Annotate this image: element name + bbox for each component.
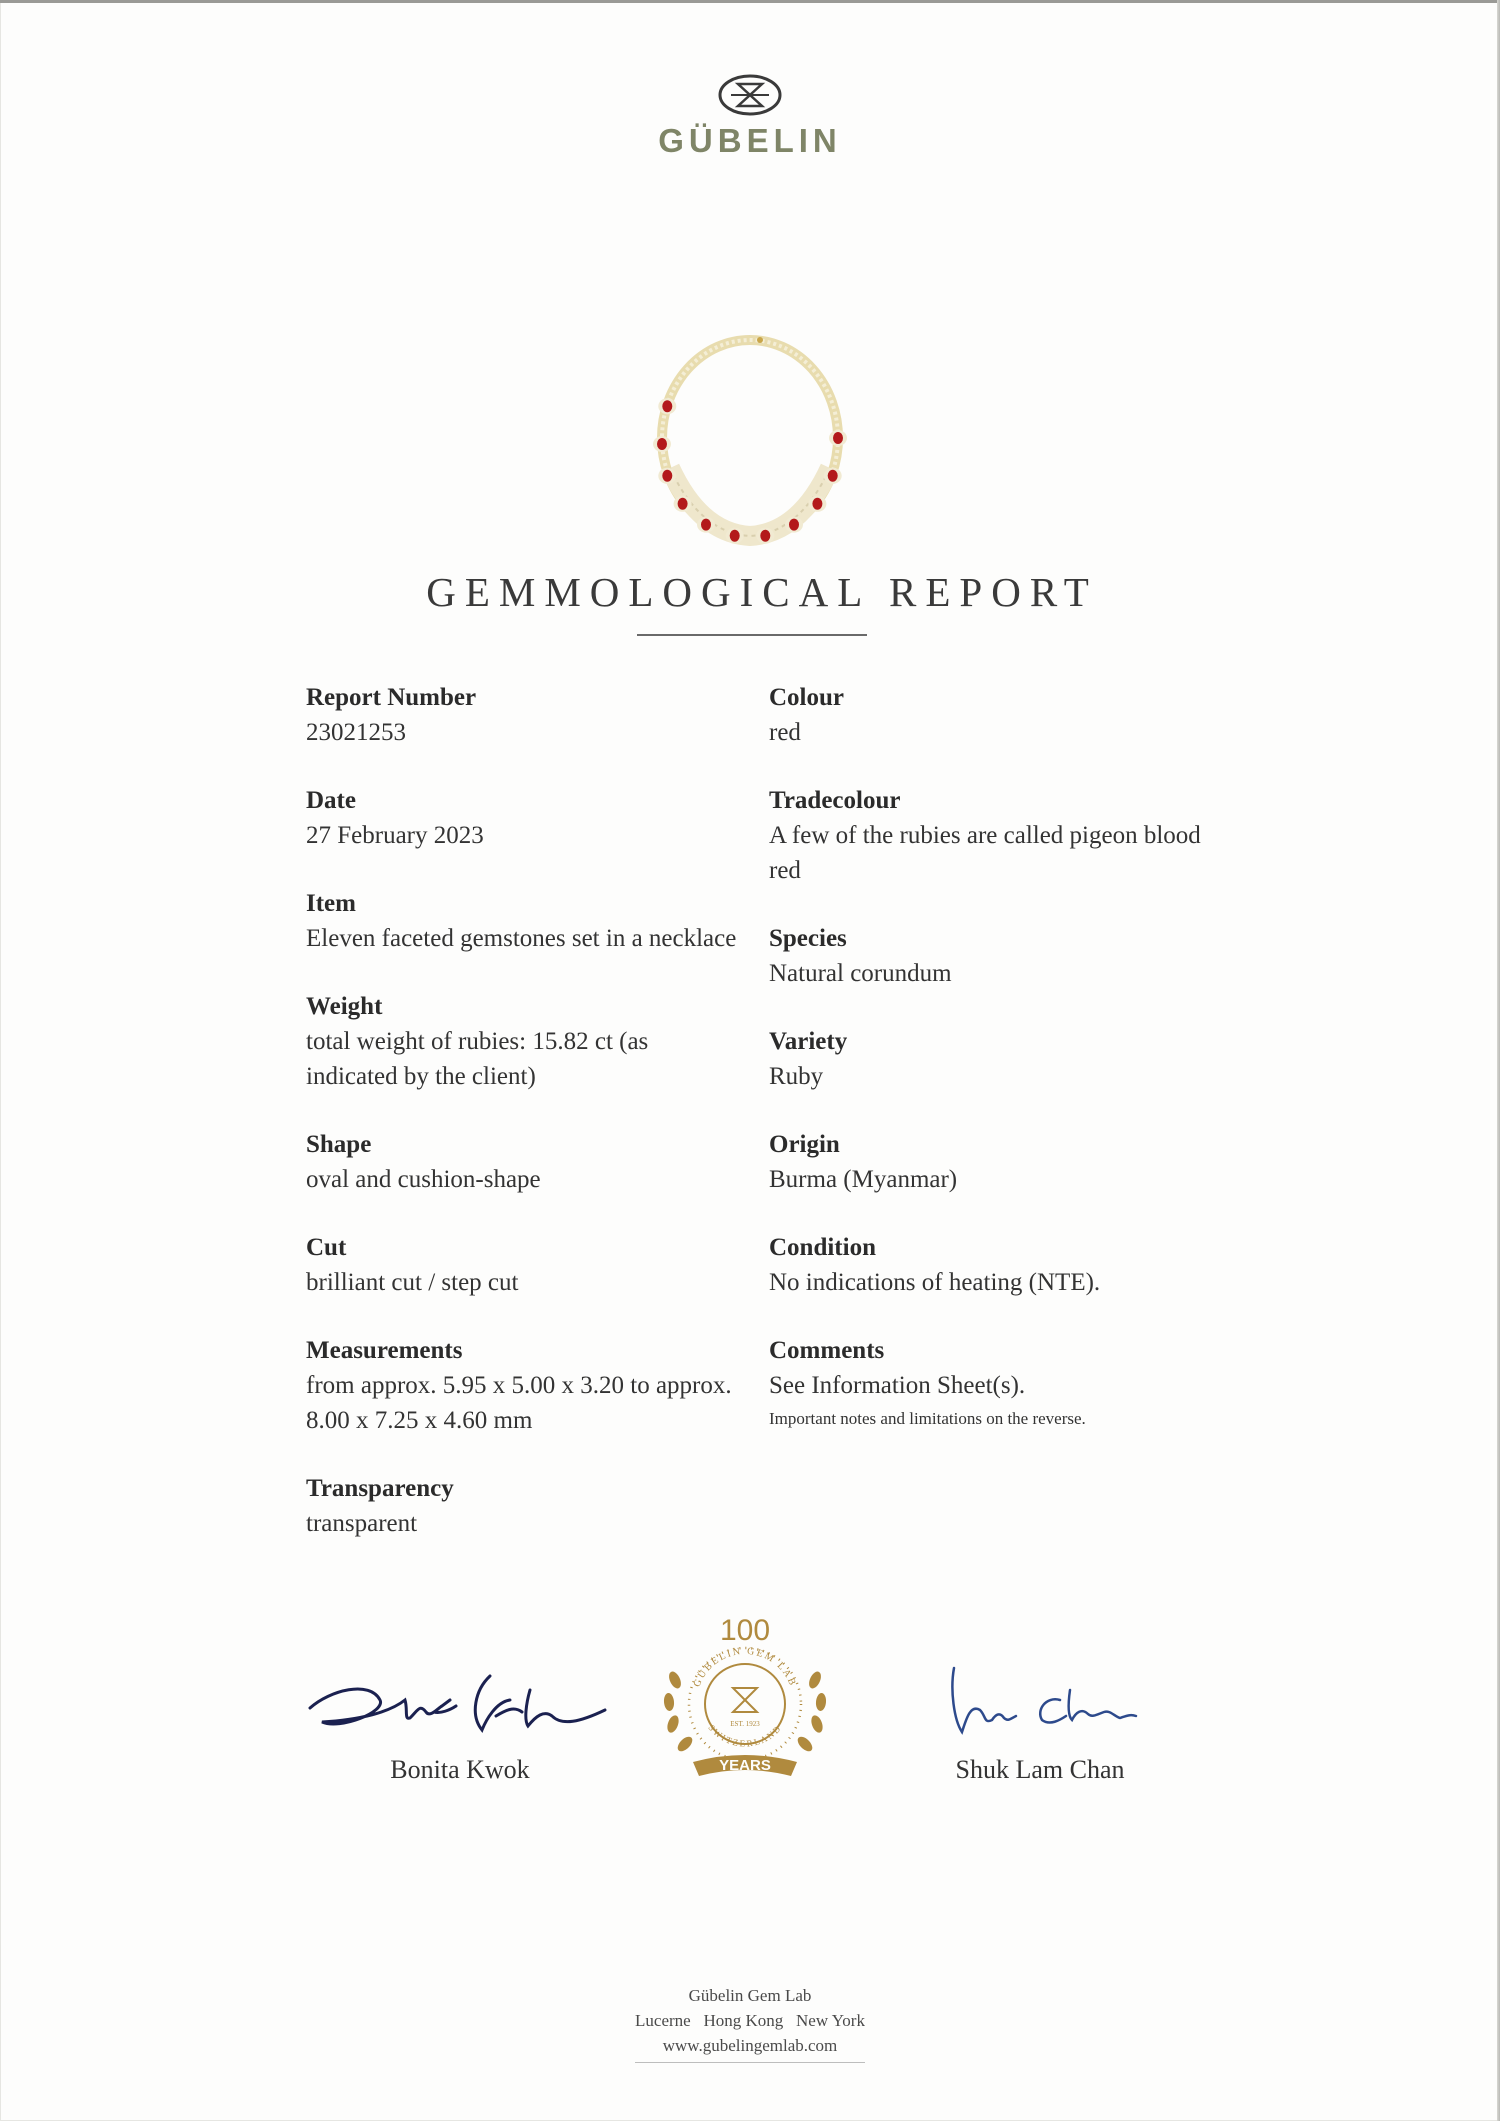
signer-name: Bonita Kwok [390, 1755, 530, 1784]
field-label: Measurements [306, 1337, 463, 1364]
field-label: Cut [306, 1234, 347, 1261]
field-tradecolour [769, 783, 1209, 888]
field-value: oval and cushion-shape [306, 1166, 541, 1193]
footer-company: Gübelin Gem Lab [688, 1986, 812, 2005]
field-label: Item [306, 890, 356, 917]
seal-number: 100 [719, 1614, 771, 1647]
field-variety [769, 1024, 1209, 1094]
field-transparency [306, 1471, 746, 1541]
field-colour [769, 680, 1209, 750]
field-value: from approx. 5.95 x 5.00 x 3.20 to approx. 8.00 x 7.25 x 4.60 mm [306, 1372, 732, 1434]
ruby-stone [701, 519, 711, 531]
field-label: Comments [769, 1337, 885, 1364]
field-item [306, 886, 746, 956]
field-label: Condition [769, 1234, 876, 1261]
field-value: Ruby [769, 1063, 824, 1090]
signature-shuk-lam-chan [900, 1660, 1180, 1748]
scan-top-edge [0, 0, 1500, 3]
ruby-stone [789, 519, 799, 531]
field-origin [769, 1127, 1209, 1197]
field-value: 23021253 [306, 719, 406, 746]
field-value: red [769, 719, 801, 746]
ruby-stone [657, 438, 667, 450]
field-value: No indications of heating (NTE). [769, 1269, 1101, 1296]
field-comments [769, 1333, 1209, 1429]
ruby-stone [662, 400, 672, 412]
seal-ring-text-bottom: SWITZERLAND [706, 1722, 784, 1749]
ruby-stone [828, 470, 838, 482]
signer-name: Shuk Lam Chan [955, 1755, 1125, 1784]
field-shape [306, 1127, 746, 1197]
right-column [769, 680, 1209, 1462]
brand-name: GÜBELIN [658, 122, 842, 159]
ruby-stone [662, 470, 672, 482]
field-value: Burma (Myanmar) [769, 1166, 958, 1193]
left-column [306, 680, 746, 1574]
brand-logo [600, 72, 900, 160]
footer-divider [635, 2062, 865, 2063]
report-title: GEMMOLOGICAL REPORT [426, 569, 1098, 615]
seal-ring-text: GÜBELIN GEM LAB [691, 1645, 799, 1689]
field-value: 27 February 2023 [306, 822, 484, 849]
field-condition [769, 1230, 1209, 1300]
field-value: total weight of rubies: 15.82 ct (as indicated by the client) [306, 1028, 649, 1090]
field-value: See Information Sheet(s). [769, 1372, 1026, 1399]
necklace-photo [640, 318, 860, 568]
field-cut [306, 1230, 746, 1300]
hourglass-logo-icon [717, 72, 783, 118]
field-label: Colour [769, 684, 844, 711]
ruby-stone [833, 432, 843, 444]
footer-locations: Lucerne Hong Kong New York [635, 2011, 865, 2030]
field-value: brilliant cut / step cut [306, 1269, 519, 1296]
field-date [306, 783, 746, 853]
footer [0, 1983, 1500, 2063]
field-label: Species [769, 925, 847, 952]
field-weight [306, 989, 746, 1094]
footer-website[interactable]: www.gubelingemlab.com [662, 2036, 838, 2055]
field-value: transparent [306, 1510, 418, 1537]
field-label: Weight [306, 993, 383, 1020]
field-report-number [306, 680, 746, 750]
seal-banner: YEARS [719, 1757, 771, 1774]
ruby-stone [812, 498, 822, 510]
field-value: Eleven faceted gemstones set in a necklace [306, 925, 737, 952]
field-value: A few of the rubies are called pigeon blood red [769, 822, 1201, 884]
field-label: Report Number [306, 684, 477, 711]
field-species [769, 921, 1209, 991]
field-label: Transparency [306, 1475, 454, 1502]
title-divider [637, 634, 867, 636]
field-label: Shape [306, 1131, 372, 1158]
field-label: Date [306, 787, 356, 814]
ruby-stone [730, 530, 740, 542]
ruby-stone [760, 530, 770, 542]
centenary-seal-icon [645, 1610, 845, 1790]
field-measurements [306, 1333, 746, 1438]
field-label: Variety [769, 1028, 848, 1055]
limitations-note: Important notes and limitations on the reverse. [769, 1409, 1086, 1428]
field-label: Origin [769, 1131, 840, 1158]
signature-bonita-kwok [300, 1660, 620, 1748]
field-label: Tradecolour [769, 787, 901, 814]
ruby-stone [678, 498, 688, 510]
field-value: Natural corundum [769, 960, 952, 987]
signature-left [300, 1660, 620, 1785]
seal-established: EST. 1923 [730, 1720, 760, 1728]
signature-right [900, 1660, 1180, 1785]
